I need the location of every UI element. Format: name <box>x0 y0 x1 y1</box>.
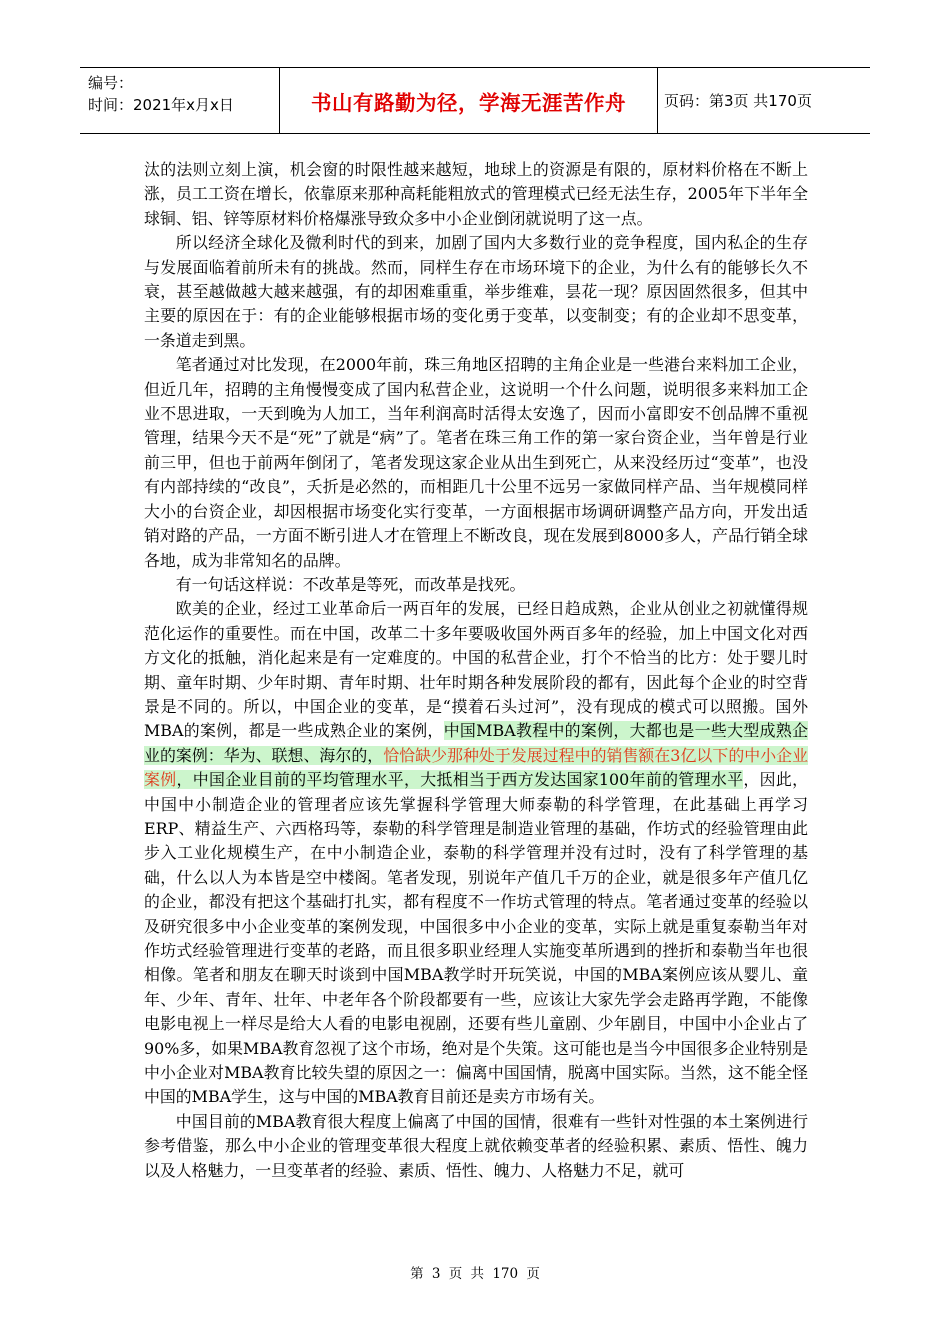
page-header <box>80 67 870 134</box>
header-meta <box>80 68 280 133</box>
highlight-mba-cases: 中国MBA教程中的案例，大都也是一些大型成熟企业的案例：华为、联想、海尔的， <box>144 721 808 765</box>
header-page-info: 页码：第3页 共170页 <box>664 92 812 110</box>
paragraph-5-part-a: 欧美的企业，经过工业革命后一两百年的发展，已经日趋成熟，企业从创业之初就懂得规范化运作的重要性。而在中国，改革二十多年要吸收国外两百多年的经验，加上中国文化对西方文化的抵触，消化起来是有一定难度的。中国的私营企业，打个不恰当的比方：处于婴儿时期、童年时期、少年时期、青年时期、壮年时期各种发展阶段的都有，因此每个企业的时空背景是不同的。所以，中国企业的变革，是“摸着石头过河”，没有现成的模式可以照搬。国外MBA的案例，都是一些成熟企业的案例， <box>144 599 808 741</box>
paragraph-4: 有一句话这样说：不改革是等死，而改革是找死。 <box>175 574 526 594</box>
paragraph-1: 汰的法则立刻上演，机会窗的时限性越来越短，地球上的资源是有限的，原材料价格在不断上涨，员工工资在增长，依靠原来那种高耗能粗放式的管理模式已经无法生存，2005年下半年全球铜、铝、锌等原材料价格爆涨导致众多中小企业倒闭就说明了这一点。 <box>144 160 808 228</box>
highlight-management-level: ，中国企业目前的平均管理水平，大抵相当于西方发达国家100年前的管理水平 <box>176 770 744 790</box>
highlight-sme-cases: 恰恰缺少那种处于发展过程中的销售额在3亿以下的中小企业案例 <box>144 745 809 790</box>
paragraph-3: 笔者通过对比发现，在2000年前，珠三角地区招聘的主角企业是一些港台来料加工企业，但近几年，招聘的主角慢慢变成了国内私营企业，这说明一个什么问题，说明很多来料加工企业不思进取，一天到晚为人加工，当年利润高时活得太安逸了，因而小富即安不创品牌不重视管理，结果今天不是“死”了就是“病”了。笔者在珠三角工作的第一家台资企业，当年曾是行业前三甲，但也于前两年倒闭了，笔者发现这家企业从出生到死亡，从来没经历过“变革”，也没有内部持续的“改良”，夭折是必然的，而相距几十公里不远另一家做同样产品、当年规模同样大小的台资企业，却因根据市场变化实行变革，一方面根据市场调研调整产品方向，开发出适销对路的产品，一方面不断引进人才在管理上不断改良，现在发展到8000多人，产品行销全球各地，成为非常知名的品牌。 <box>144 355 808 570</box>
paragraph-2: 所以经济全球化及微利时代的到来，加剧了国内大多数行业的竞争程度，国内私企的生存与发展面临着前所未有的挑战。然而，同样生存在市场环境下的企业，为什么有的能够长久不衰，甚至越做越大越来越强，有的却困难重重，举步维难，昙花一现？原因固然很多，但其中主要的原因在于：有的企业能够根据市场的变化勇于变革，以变制变；有的企业却不思变革，一条道走到黑。 <box>144 233 808 350</box>
number-label: 编号： <box>88 74 134 92</box>
paragraph-6: 中国目前的MBA教育很大程度上偏离了中国的国情，很难有一些针对性强的本土案例进行参考借鉴，那么中小企业的管理变革很大程度上就依赖变革者的经验积累、素质、悟性、魄力以及人格魅力，一旦变革者的经验、素质、悟性、魄力、人格魅力不足，就可 <box>144 1111 808 1180</box>
paragraph-5 <box>144 597 808 1110</box>
document-body <box>144 158 808 1183</box>
time-label: 时间：2021年x月x日 <box>88 96 234 114</box>
page-footer: 第 3 页 共 170 页 <box>410 1266 540 1282</box>
header-motto: 书山有路勤为径，学海无涯苦作舟 <box>280 68 658 133</box>
paragraph-5-part-b: ，因此，中国中小制造企业的管理者应该先掌握科学管理大师泰勒的科学管理，在此基础上再学习ERP、精益生产、六西格玛等，泰勒的科学管理是制造业管理的基础，作坊式的经验管理由此步入工业化规模生产，在中小制造企业，泰勒的科学管理并没有过时，没有了科学管理的基础，什么以人为本皆是空中楼阁。笔者发现，别说年产值几千万的企业，就是很多年产值几亿的企业，都没有把这个基础打扎实，都有程度不一作坊式管理的特点。笔者通过变革的经验以及研究很多中小企业变革的案例发现，中国很多中小企业的变革，实际上就是重复泰勒当年对作坊式经验管理进行变革的老路，而且很多职业经理人实施变革所遇到的挫折和泰勒当年也很相像。笔者和朋友在聊天时谈到中国MBA教学时开玩笑说，中国的MBA案例应该从婴儿、童年、少年、青年、壮年、中老年各个阶段都要有一些，应该让大家先学会走路再学跑，不能像电影电视上一样尽是给大人看的电影电视剧，还要有些儿童剧、少年剧目，中国中小企业占了90%多，如果MBA教育忽视了这个市场，绝对是个失策。这可能也是当今中国很多企业特别是中小企业对MBA教育比较失望的原因之一：偏离中国国情，脱离中国实际。当然，这不能全怪中国的MBA学生，这与中国的MBA教育目前还是卖方市场有关。 <box>144 770 808 1107</box>
